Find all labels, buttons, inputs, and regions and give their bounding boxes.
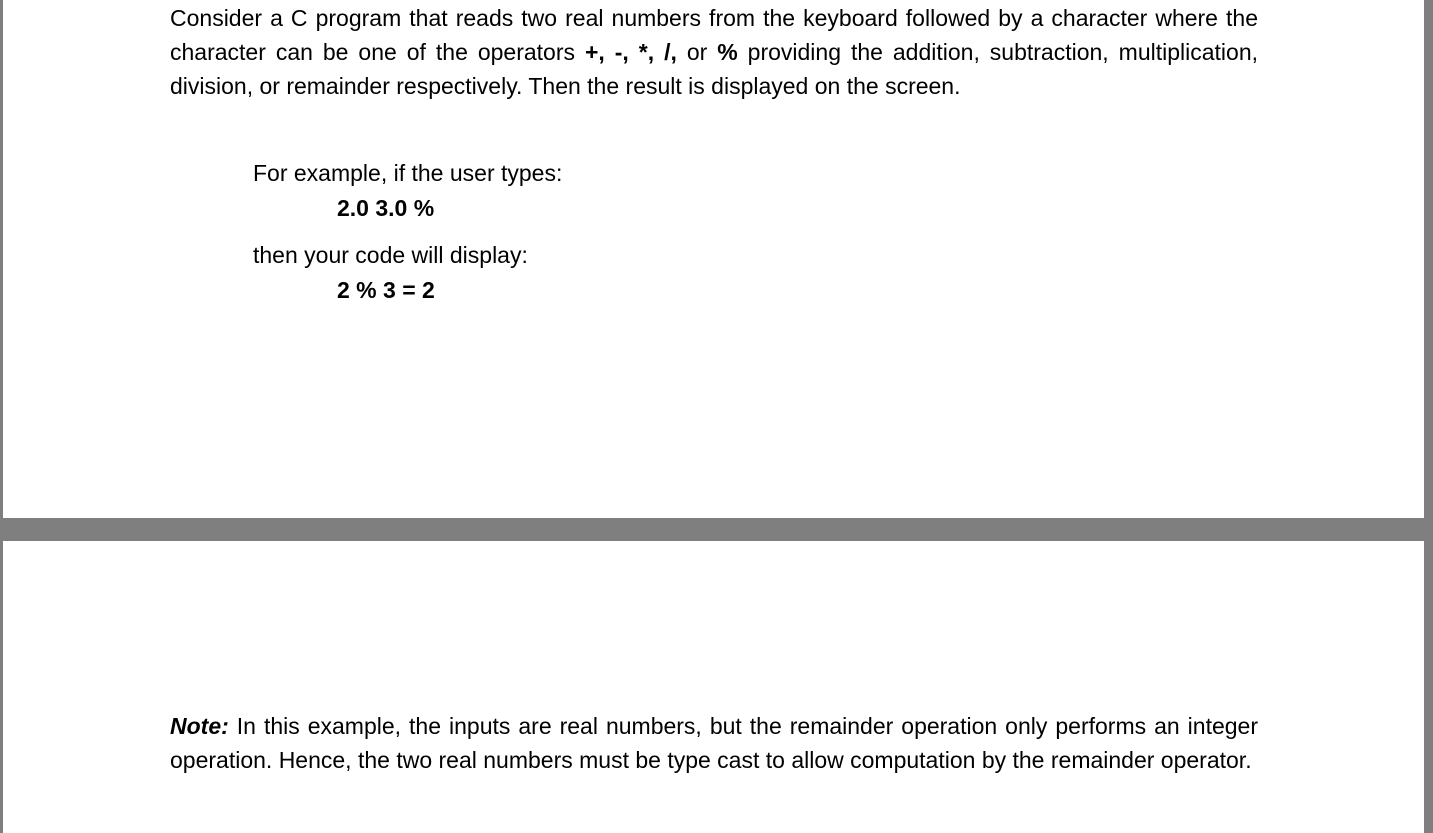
intro-text-start: Consider a C program that reads two real numbers from the keyboard followed by a character where the character can be one of the operators — [170, 5, 1258, 65]
problem-statement — [170, 1, 1258, 103]
intro-or-text: or — [676, 39, 718, 65]
intro-text-end: providing the addition, subtraction, multiplication, division, or remainder respectively. Then the result is displayed on the screen. — [170, 39, 1258, 99]
operators-list: +, -, *, /, — [584, 39, 677, 65]
percent-operator: % — [717, 39, 738, 65]
note-text: In this example, the inputs are real numbers, but the remainder operation only performs an integer operation. Hence, the two real numbers must be type cast to allow computation by the remainder operator. — [170, 713, 1258, 773]
example-output: 2 % 3 = 2 — [337, 277, 435, 303]
document-page-1 — [3, 0, 1424, 518]
display-label: then your code will display: — [253, 242, 528, 268]
example-label: For example, if the user types: — [253, 160, 563, 186]
note-paragraph — [170, 709, 1258, 777]
example-input: 2.0 3.0 % — [337, 195, 435, 221]
document-page-2 — [3, 541, 1424, 833]
note-label: Note: — [170, 713, 229, 739]
